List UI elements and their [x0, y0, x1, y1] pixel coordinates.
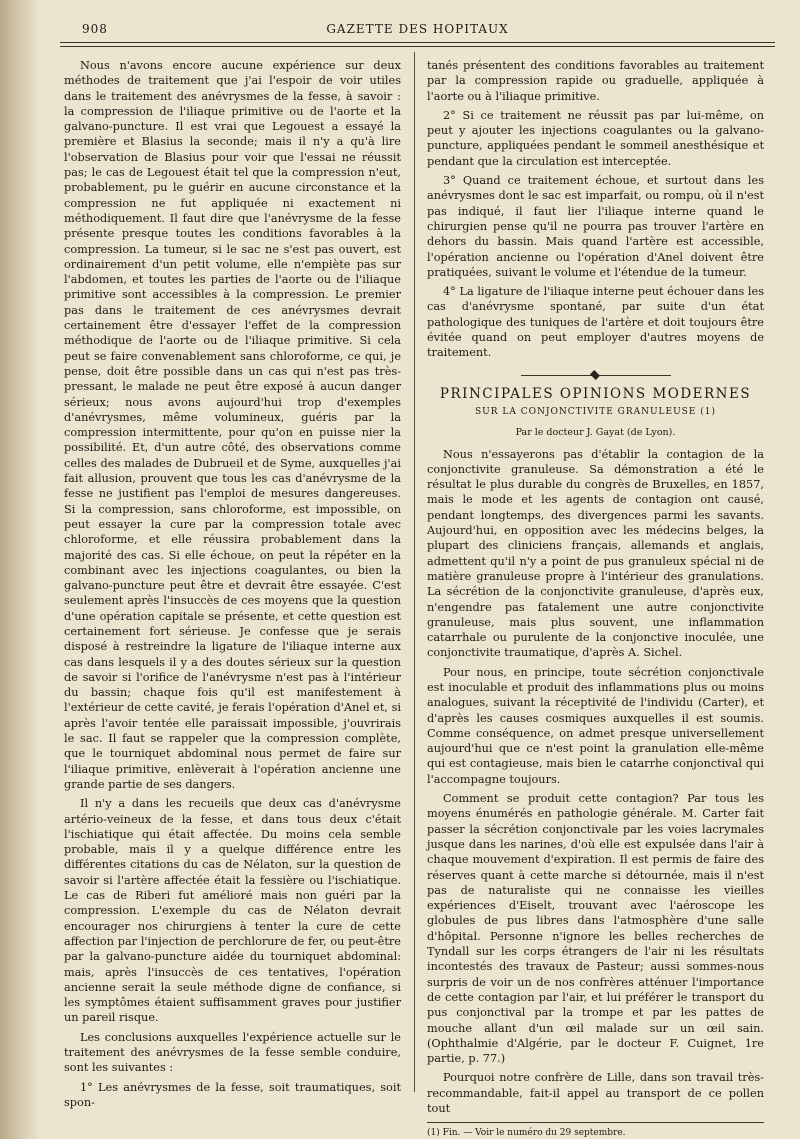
separator-ornament-icon [590, 370, 600, 380]
article-author: Par le docteur J. Gayat (de Lyon). [515, 427, 676, 439]
paragraph: Nous n'essayerons pas d'établir la contagion de la conjonctivite granuleuse. Sa démonstration a été le résultat le plus durable du congrès de Bruxelles, en 1857, mais le mode et les agents de contagion ont causé, pendant longtemps, des divergences parmi les savants. Aujourd'hui, en opposition avec les médecins belges, la plupart des cliniciens français, allemands et anglais, admettent qu'il n'y a point de pus granuleux spécial ni de matière granuleuse propre à l'intérieur des granulations. La sécrétion de la conjonctivite granuleuse, d'après eux, n'engendre pas fatalement une autre conjonctivite granuleuse, mais plus souvent, une inflammation catarrhale ou purulente de la conjonctive inoculée, une conjonctivite traumatique, d'après A. Sichel. [427, 447, 764, 660]
paragraph: 1° Les anévrysmes de la fesse, soit traumatiques, soit spon- [64, 1080, 401, 1109]
paragraph: Les conclusions auxquelles l'expérience actuelle sur le traitement des anévrysmes de la fesse semble conduire, sont les suivantes : [64, 1030, 401, 1075]
paragraph: 2° Si ce traitement ne réussit pas par lui-même, on peut y ajouter les injections coagulantes ou la galvano-puncture, appliquées pendant le sommeil anesthésique et pendant que la circulation est interceptée. [427, 108, 764, 168]
footnote-rule [427, 1122, 764, 1123]
paragraph: 3° Quand ce traitement échoue, et surtout dans les anévrysmes dont le sac est imparfait, ou rompu, où il n'est pas indiqué, il faut lier l'iliaque interne quand le chirurgien pense qu'il ne pourra pas trouver l'artère en dehors du bassin. Mais quand l'artère est accessible, l'opération ancienne ou l'opération d'Anel doivent être pratiquées, suivant le volume et l'étendue de la tumeur. [427, 174, 764, 279]
paragraph: tanés présentent des conditions favorables au traitement par la compression rapide ou graduelle, appliquée à l'aorte ou à l'iliaque primitive. [427, 59, 764, 103]
section-separator [521, 371, 671, 379]
running-title: GAZETTE DES HOPITAUX [326, 22, 509, 36]
page-header [60, 18, 775, 40]
column-divider [414, 52, 415, 1092]
header-rule [60, 42, 775, 47]
page-binding-shadow [0, 0, 40, 1139]
footnote: (1) Fin. — Voir le numéro du 29 septembre. [427, 1128, 626, 1139]
article-title: PRINCIPALES OPINIONS MODERNES [439, 385, 752, 402]
right-column [427, 58, 764, 1139]
left-column [64, 58, 401, 1114]
paragraph: Pourquoi notre confrère de Lille, dans son travail très-recommandable, fait-il appel au transport de ce pollen tout [427, 1071, 764, 1115]
paragraph: Pour nous, en principe, toute sécrétion conjonctivale est inoculable et produit des inflammations plus ou moins analogues, suivant la réceptivité de l'individu (Carter), et d'après les causes cosmiques auxquelles il est soumis. Comme conséquence, on admet presque universellement aujourd'hui que ce n'est point la granulation elle-même qui est contagieuse, mais bien le catarrhe conjonctival qui l'accompagne toujours. [427, 665, 764, 786]
page-number: 908 [82, 22, 108, 36]
paragraph: 4° La ligature de l'iliaque interne peut échouer dans les cas d'anévrysme spontané, par suite d'un état pathologique des tuniques de l'artère et doit toujours être évitée quand on peut employer d'autres moyens de traitement. [427, 285, 764, 360]
paragraph: Comment se produit cette contagion? Par tous les moyens énumérés en pathologie générale. M. Carter fait passer la sécrétion conjonctivale par les voies lacrymales jusque dans les narines, d'où elle est expulsée dans l'air à chaque mouvement d'expiration. Il est permis de faire des réserves quant à cette marche si détournée, mais il n'est pas de naturaliste qui ne connaisse les vieilles expériences d'Eiselt, trouvant avec l'aéroscope les globules de pus libres dans l'atmosphère d'une salle d'hôpital. Personne n'ignore les belles recherches de Tyndall sur les corps étrangers de l'air ni les résultats incontestés des travaux de Pasteur; aussi sommes-nous surpris de voir un de nos confrères atténuer l'importance de cette contagion par l'air, et lui préférer le transport du pus conjonctival par la trompe et par les pattes de mouche allant d'un œil malade sur un œil sain. (Ophthalmie d'Algérie, par le docteur F. Cuignet, 1re partie, p. 77.) [427, 792, 764, 1066]
paragraph: Nous n'avons encore aucune expérience sur deux méthodes de traitement que j'ai l'espoir de voir utiles dans le traitement des anévrysmes de la fesse, à savoir : la compression de l'iliaque primitive ou de l'aorte et la galvano-puncture. Il est vrai que Legouest a essayé la première et Blasius la seconde; mais il n'y a qu'à lire l'observation de Blasius pour voir que l'essai ne réussit pas; le cas de Legouest était tel que la compression n'eut, probablement, pu le guérir en aucune circonstance et la compression ne fut appliquée ni exactement ni méthodiquement. Il faut dire que l'anévrysme de la fesse présente presque toutes les conditions favorables à la compression. La tumeur, si le sac ne s'est pas ouvert, est ordinairement d'un petit volume, elle n'empiète pas sur l'abdomen, et toutes les parties de l'aorte ou de l'iliaque primitive sont accessibles à la compression. Le premier pas dans le traitement de ces anévrysmes devrait certainement être d'essayer l'effet de la compression méthodique de l'aorte ou de l'iliaque primitive. Si cela peut se faire convenablement sans chloroforme, ce qui, je pense, doit être possible dans un cas qui n'est pas très-pressant, le malade ne peut être exposé à aucun danger sérieux; nous avons aujourd'hui trop d'exemples d'anévrysmes, même volumineux, guéris par la compression intermittente, pour qu'on en puisse nier la possibilité. Et, d'un autre côté, des observations comme celles des malades de Dubrueil et de Syme, auxquelles j'ai fait allusion, prouvent que tous les cas d'anévrysme de la fesse ne justifient pas l'emploi de mesures dangereuses. Si la compression, sans chloroforme, est impossible, on peut essayer la cure par la compression totale avec chloroforme, et elle réussira probablement dans la majorité des cas. Si elle échoue, on peut la répéter en la combinant avec les injections coagulantes, ou bien la galvano-puncture peut être et devrait être essayée. C'est seulement après l'insuccès de ces moyens que la question d'une opération capitale se présente, et cette question est certainement fort sérieuse. Je confesse que je serais disposé à restreindre la ligature de l'iliaque interne aux cas dans lesquels il y a des doutes sérieux sur la question de savoir si l'orifice de l'anévrysme n'est pas à l'intérieur du bassin; chaque fois qu'il est manifestement à l'extérieur de cette cavité, je ferais l'opération d'Anel et, si après l'avoir tentée elle paraissait impossible, j'ouvrirais le sac. Il faut se rappeler que la compression complète, que le tourniquet abdominal nous permet de faire sur l'iliaque primitive, enlèverait à l'opération ancienne une grande partie de ses dangers. [64, 59, 401, 791]
article-subtitle: SUR LA CONJONCTIVITE GRANULEUSE (1) [474, 406, 717, 417]
paragraph: Il n'y a dans les recueils que deux cas d'anévrysme artério-veineux de la fesse, et dans tous deux c'était l'ischiatique qui était affectée. Du moins cela semble probable, mais il y a quelque différence entre les différentes citations du cas de Nélaton, sur la question de savoir si l'artère affectée était la fessière ou l'ischiatique. Le cas de Riberi fut amélioré mais non guéri par la compression. L'exemple du cas de Nélaton devrait encourager nos chirurgiens à tenter la cure de cette affection par l'injection de perchlorure de fer, ou peut-être par la galvano-puncture aidée du tourniquet abdominal: mais, après l'insuccès de ces tentatives, l'opération ancienne serait la seule méthode digne de confiance, si les symptômes étaient suffisamment graves pour justifier un pareil risque. [64, 797, 401, 1025]
